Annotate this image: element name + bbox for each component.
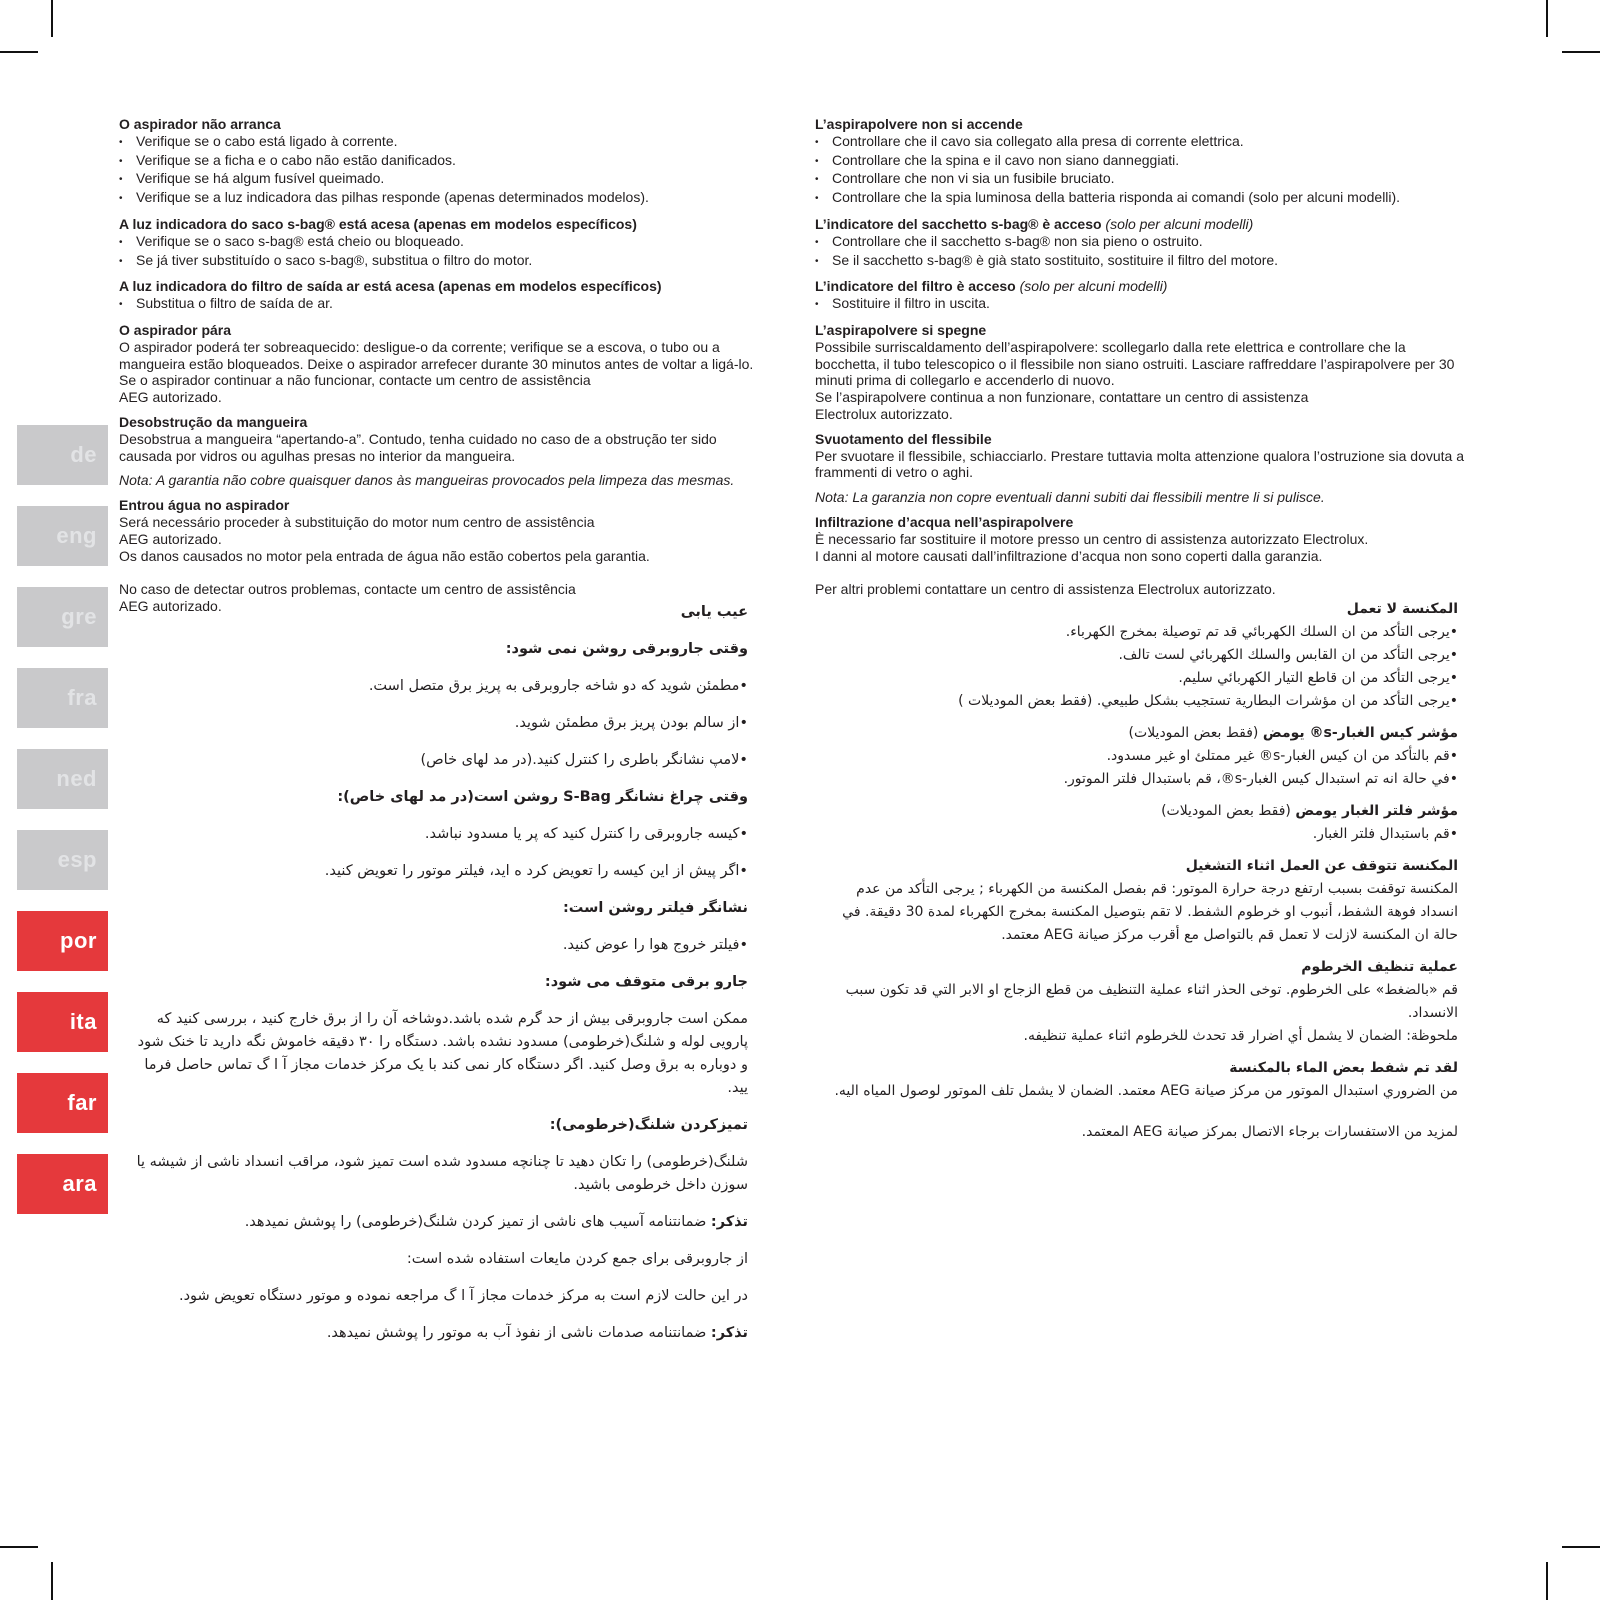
bullet-text: Verifique se a luz indicadora das pilhas responde (apenas determinados modelos). (136, 189, 649, 206)
bullet-item: •كيسه جاروبرقى را كنترل كنيد كه پر يا مسدود نباشد. (424, 826, 748, 842)
bullet-item: •يرجى التأكد من ان قاطع التيار الكهربائي سليم. (1178, 670, 1458, 686)
language-tab-eng: eng (17, 506, 108, 566)
paragraph: من الضروري استبدال الموتور من مركز صيانة AEG معتمد. الضمان لا يشمل تلف الموتور لوصول المياه اليه. (834, 1083, 1458, 1099)
bullet-item (119, 133, 757, 152)
bullet-text: Controllare che non vi sia un fusibile bruciato. (832, 170, 1115, 187)
paragraph: Se l’aspirapolvere continua a non funzionare, contattare un centro di assistenza (815, 389, 1309, 406)
pt-section-does-not-start (119, 116, 757, 208)
bullet-marker: • (119, 236, 123, 248)
heading-bold: مؤشر فلتر الغبار يومض (1295, 803, 1458, 819)
heading-bold: مؤشر كيس الغبار-s® يومض (1262, 725, 1458, 741)
paragraph: È necessario far sostituire il motore presso un centro di assistenza autorizzato Electrolux. (815, 530, 1369, 547)
section-heading: Entrou água no aspirador (119, 497, 290, 514)
crop-mark-bottom-left-vertical (51, 1562, 53, 1600)
paragraph: قم «بالضغط» على الخرطوم. توخى الحذر اثناء عملية التنظيف من قطع الزجاج او الابر التي قد تكون سبب الانسداد. (845, 982, 1458, 1021)
section-heading (815, 216, 1471, 233)
bullet-text: Verifique se a ficha e o cabo não estão danificados. (136, 151, 456, 168)
pt-section-stops (119, 322, 757, 406)
bullet-marker: • (119, 193, 123, 205)
section-heading: O aspirador não arranca (119, 116, 281, 132)
bullet-item (815, 295, 1471, 314)
section-heading: Svuotamento del flessibile (815, 430, 992, 447)
section-heading: لقد تم شفط بعض الماء بالمكنسة (1229, 1060, 1458, 1076)
bullet-item (119, 295, 757, 314)
bullet-marker: • (815, 255, 819, 267)
paragraph: AEG autorizado. (119, 530, 222, 547)
note-text: ضمانتنامه آسيب هاى ناشى از تميز كردن شلنگ(خرطومى) را پوشش نميدهد. (244, 1214, 711, 1230)
bullet-text: Verifique se o cabo está ligado à corrente. (136, 132, 398, 149)
heading-bold: L’indicatore del sacchetto s-bag® è acceso (815, 215, 1102, 232)
paragraph: در اين حالت لازم است به مركز خدمات مجاز آ ا گ مراجعه نموده و موتور دستگاه تعويض شود. (178, 1288, 748, 1304)
paragraph: Per altri problemi contattare un centro di assistenza Electrolux autorizzato. (815, 581, 1276, 598)
bullet-marker: • (815, 155, 819, 167)
language-tab-far: far (17, 1073, 108, 1133)
section-heading: تميزكردن شلنگ(خرطومى): (549, 1117, 748, 1133)
bullet-text: Se já tiver substituído o saco s-bag®, substitua o filtro do motor. (136, 251, 533, 268)
paragraph: ملحوظة: الضمان لا يشمل أي اضرار قد تحدث للخرطوم اثناء عملية تنظيفه. (1023, 1028, 1458, 1044)
it-section-sbag-light (815, 216, 1471, 270)
paragraph: لمزيد من الاستفسارات برجاء الاتصال بمركز صيانة AEG المعتمد. (1081, 1124, 1458, 1140)
language-tab-gre: gre (17, 587, 108, 647)
it-section-filter-light (815, 278, 1471, 314)
bullet-item (815, 233, 1471, 252)
paragraph: از جاروبرقى براى جمع كردن مايعات استفاده شده است: (406, 1251, 748, 1267)
bullet-marker: • (119, 255, 123, 267)
paragraph: ممكن است جاروبرقى بيش از حد گرم شده باشد.دوشاخه آن را از برق خارج كنيد ، بررسى كنيد كه پارويى لوله و شلنگ(خرطومى) مسدود نشده باشد. دستگاه را ٣٠ دقيقه خاموش نگه داريد تا خنک شود و دوباره به برق وصل كنيد. اگر دستگاه كار نمى كند با يک مركز خدمات مجاز آ ا گ تماس حاصل فرما ييد. (137, 1011, 748, 1096)
section-heading: عملية تنظيف الخرطوم (1301, 959, 1458, 975)
crop-mark-top-left-horizontal (0, 51, 38, 53)
bullet-text: Controllare che il cavo sia collegato alla presa di corrente elettrica. (832, 132, 1244, 149)
bullet-text: Verifique se há algum fusível queimado. (136, 170, 385, 187)
bullet-text: Verifique se o saco s-bag® está cheio ou bloqueado. (136, 232, 464, 249)
bullet-item (119, 233, 757, 252)
arabic-column (820, 598, 1458, 1144)
section-heading: المكنسة تتوقف عن العمل اثناء التشغيل (1185, 858, 1458, 874)
paragraph: Desobstrua a mangueira “apertando-a”. Contudo, tenha cuidado no caso de a obstrução ter sido causada por vidros ou agulhas presas no interior da mangueira. (119, 430, 717, 464)
bullet-item: •مطمئن شويد كه دو شاخه جاروبرقى به پريز برق متصل است. (368, 678, 748, 694)
bullet-item (815, 252, 1471, 271)
bullet-item: •لامپ نشانگر باطرى را كنترل كنيد.(در مد لهاى خاص) (420, 752, 748, 768)
section-heading (815, 278, 1471, 295)
crop-mark-top-right-vertical (1546, 0, 1548, 37)
note-lead: تذكر: (710, 1325, 748, 1341)
bullet-item (119, 170, 757, 189)
bullet-item: •قم بالتأكد من ان كيس الغبار-s® غير ممتلئ او غير مسدود. (1106, 748, 1458, 764)
language-tab-por: por (17, 911, 108, 971)
paragraph: O aspirador poderá ter sobreaquecido: desligue-o da corrente; verifique se a escova, o tubo ou a mangueira estão bloqueados. Deixe o aspirador arrefecer durante 30 minutos antes de voltar a ligá-lo. (119, 338, 754, 372)
farsi-column (128, 601, 748, 1359)
section-heading: A luz indicadora do saco s-bag® está acesa (apenas em modelos específicos) (119, 215, 637, 232)
fa-warranty-note (128, 1211, 748, 1234)
it-section-does-not-start (815, 116, 1471, 208)
bullet-text: Substitua o filtro de saída de ar. (136, 295, 333, 312)
section-heading: O aspirador pára (119, 321, 232, 338)
crop-mark-bottom-left-horizontal (0, 1546, 38, 1548)
heading-italic-suffix: (solo per alcuni modelli) (1015, 278, 1168, 295)
paragraph: Os danos causados no motor pela entrada de água não estão cobertos pela garantia. (119, 547, 650, 564)
fa-warranty-note (128, 1322, 748, 1345)
language-tab-esp: esp (17, 830, 108, 890)
paragraph: AEG autorizado. (119, 389, 222, 406)
heading-normal-suffix: (فقط بعض الموديلات) (1161, 803, 1296, 819)
pt-section-hose-clearing (119, 414, 757, 464)
portuguese-column (119, 116, 757, 615)
bullet-marker: • (815, 236, 819, 248)
bullet-text: Controllare che la spia luminosa della batteria risponda ai comandi (solo per alcuni modelli). (832, 189, 1401, 206)
section-heading (820, 800, 1458, 823)
bullet-item (119, 152, 757, 171)
paragraph: Será necessário proceder à substituição do motor num centro de assistência (119, 513, 595, 530)
section-heading: A luz indicadora do filtro de saída ar está acesa (apenas em modelos específicos) (119, 278, 662, 295)
paragraph: Possibile surriscaldamento dell’aspirapolvere: scollegarlo dalla rete elettrica e controllare che la bocchetta, il tubo telescopico o il flessibile non siano ostruiti. Lasciare raffreddare l’aspirapolvere per 30 minuti prima di collegarlo e accenderlo di nuovo. (815, 338, 1455, 389)
crop-mark-top-left-vertical (51, 0, 53, 37)
bullet-item: •از سالم بودن پريز برق مطمئن شويد. (514, 715, 748, 731)
heading-normal-suffix: (فقط بعض الموديلات) (1128, 725, 1263, 741)
bullet-item: •يرجى التأكد من ان مؤشرات البطارية تستجيب بشكل طبيعي. (فقط بعض الموديلات ) (958, 693, 1458, 709)
bullet-marker: • (815, 193, 819, 205)
section-heading: وقتى چراغ نشانگر S-Bag روشن است(در مد لهاى خاص): (337, 789, 748, 805)
paragraph: Electrolux autorizzato. (815, 405, 953, 422)
crop-mark-bottom-right-vertical (1546, 1562, 1548, 1600)
pt-warranty-note: Nota: A garantia não cobre quaisquer danos às mangueiras provocados pela limpeza das mesmas. (119, 472, 735, 489)
language-tab-ned: ned (17, 749, 108, 809)
bullet-item (815, 133, 1471, 152)
it-section-hose-emptying (815, 431, 1471, 481)
bullet-item: •يرجى التأكد من ان السلك الكهربائي قد تم توصيلة بمخرج الكهرباء. (1065, 624, 1458, 640)
bullet-marker: • (815, 299, 819, 311)
bullet-item (815, 170, 1471, 189)
paragraph: Per svuotare il flessibile, schiacciarlo. Prestare tuttavia molta attenzione qualora l’ostruzione sia dovuta a frammenti di vetro o aghi. (815, 447, 1464, 481)
bullet-text: Se il sacchetto s-bag® è già stato sostituito, sostituire il filtro del motore. (832, 251, 1279, 268)
crop-mark-top-right-horizontal (1562, 51, 1600, 53)
note-text: ضمانتنامه صدمات ناشى از نفوذ آب به موتور را پوشش نميدهد. (326, 1325, 711, 1341)
bullet-marker: • (119, 174, 123, 186)
it-closing-paragraph (815, 581, 1471, 598)
pt-section-sbag-light (119, 216, 757, 270)
bullet-item: •قم باستبدال فلتر الغبار. (1312, 826, 1458, 842)
section-heading: المكنسة لا تعمل (1346, 601, 1458, 617)
pt-section-water (119, 497, 757, 564)
bullet-item: •فيلتر خروج هوا را عوض كنيد. (562, 937, 748, 953)
bullet-marker: • (119, 136, 123, 148)
fa-title: عيب يابى (680, 604, 748, 620)
bullet-item: •في حالة انه تم استبدال كيس الغبار-s®، قم باستبدال فلتر الموتور. (1063, 771, 1458, 787)
bullet-text: Sostituire il filtro in uscita. (832, 295, 990, 312)
section-heading (820, 722, 1458, 745)
crop-mark-bottom-right-horizontal (1562, 1546, 1600, 1548)
section-heading: L’aspirapolvere si spegne (815, 321, 987, 338)
bullet-marker: • (119, 155, 123, 167)
it-section-water (815, 514, 1471, 564)
section-heading: وقتى جاروبرقى روشن نمى شود: (505, 641, 748, 657)
section-heading: Desobstrução da mangueira (119, 413, 308, 430)
bullet-item (119, 252, 757, 271)
bullet-text: Controllare che il sacchetto s-bag® non sia pieno o ostruito. (832, 232, 1203, 249)
bullet-text: Controllare che la spina e il cavo non siano danneggiati. (832, 151, 1180, 168)
it-warranty-note: Nota: La garanzia non copre eventuali danni subiti dai flessibili mentre li si pulisce. (815, 489, 1325, 506)
section-heading: جارو برقى متوقف مى شود: (544, 974, 748, 990)
language-tab-ita: ita (17, 992, 108, 1052)
bullet-item: •يرجى التأكد من ان القابس والسلك الكهربائي لست تالف. (1118, 647, 1458, 663)
note-lead: تذكر: (710, 1214, 748, 1230)
section-heading: L’aspirapolvere non si accende (815, 116, 1023, 132)
language-tab-de: de (17, 425, 108, 485)
paragraph: شلنگ(خرطومى) را تكان دهيد تا چنانچه مسدود شده است تميز شود، مراقب انسداد ناشى از شيشه يا سوزن داخل خرطومى باشيد. (136, 1154, 748, 1193)
heading-bold: L’indicatore del filtro è acceso (815, 278, 1016, 295)
heading-italic-suffix: (solo per alcuni modelli) (1101, 215, 1254, 232)
it-section-switches-off (815, 322, 1471, 423)
paragraph: Se o aspirador continuar a não funcionar, contacte um centro de assistência (119, 372, 591, 389)
bullet-marker: • (815, 174, 819, 186)
paragraph: No caso de detectar outros problemas, contacte um centro de assistência (119, 581, 576, 598)
bullet-item: •اگر پيش از اين كيسه را تعويض كرد ه ايد، فيلتر موتور را تعويض كنيد. (324, 863, 748, 879)
pt-section-exhaust-filter-light (119, 278, 757, 314)
bullet-item (119, 189, 757, 208)
bullet-marker: • (815, 136, 819, 148)
section-heading: نشانگر فيلتر روشن است: (562, 900, 748, 916)
paragraph: I danni al motore causati dall’infiltrazione d’acqua non sono coperti dalla garanzia. (815, 547, 1323, 564)
bullet-marker: • (119, 299, 123, 311)
language-tab-ara: ara (17, 1154, 108, 1214)
section-heading: Infiltrazione d’acqua nell’aspirapolvere (815, 513, 1074, 530)
italian-column (815, 116, 1471, 598)
paragraph: AEG autorizado. (119, 598, 222, 615)
paragraph: المكنسة توقفت بسبب ارتفع درجة حرارة الموتور: قم بفصل المكنسة من الكهرباء ; يرجى التأكد من عدم انسداد فوهة الشفط، أنبوب او خرطوم الشفط. لا تقم بتوصيل المكنسة بمخرج الكهرباء لمدة 30 دقيقة. في حالة ان المكنسة لازلت لا تعمل قم بالتواصل مع أقرب مركز صيانة AEG معتمد. (842, 881, 1458, 943)
bullet-item (815, 152, 1471, 171)
bullet-item (815, 189, 1471, 208)
language-tab-fra: fra (17, 668, 108, 728)
